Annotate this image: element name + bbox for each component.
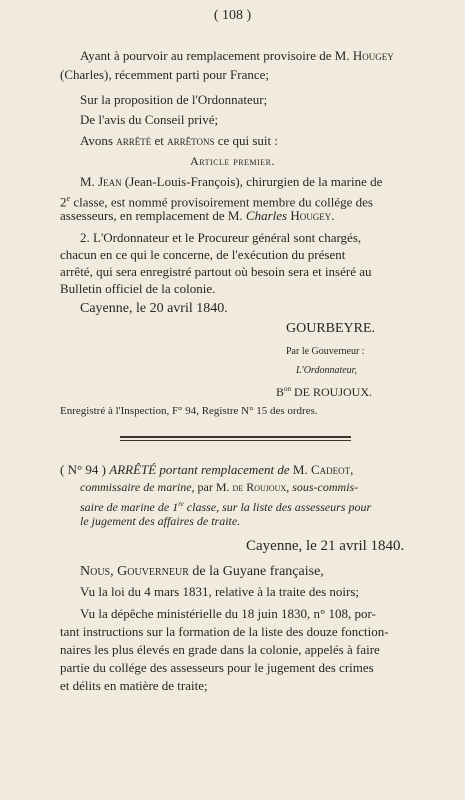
preamble-line-3: Sur la proposition de l'Ordonnateur; (80, 92, 268, 107)
by-governor: Par le Gouverneur : (286, 346, 365, 357)
decree2-heading-line-3: saire de marine de 1re classe, sur la liste des assesseurs pour (80, 500, 372, 514)
decree2-preamble-6: partie du collége des assesseurs pour le jugement des crimes (60, 660, 374, 675)
section-divider (120, 436, 351, 438)
preamble-line-5: Avons arrêté et arrêtons ce qui suit : (80, 133, 279, 148)
page-number: ( 108 ) (213, 8, 252, 23)
registration-note: Enregistré à l'Inspection, F° 94, Registre N° 15 des ordres. (60, 405, 318, 417)
preamble-line-4: De l'avis du Conseil privé; (80, 112, 219, 127)
article2-line-1: 2. L'Ordonnateur et le Procureur général sont chargés, (80, 230, 362, 245)
preamble-line-1: Ayant à pourvoir au remplacement provisoire de M. Hougey (80, 48, 394, 63)
article2-line-4: Bulletin officiel de la colonie. (60, 281, 216, 296)
preamble-line-2: (Charles), récemment parti pour France; (60, 67, 269, 82)
article1-line-2: 2e classe, est nommé provisoirement membre du collége des (60, 194, 373, 210)
article1-line-1: M. Jean (Jean-Louis-François), chirurgien de la marine de (80, 174, 383, 189)
section-divider-thin (120, 440, 351, 441)
decree2-date: Cayenne, le 21 avril 1840. (246, 538, 405, 554)
decree2-preamble-1: Nous, Gouverneur de la Guyane française, (80, 564, 324, 579)
decree2-preamble-5: naires les plus élevés en grade dans la colonie, appelés à faire (60, 642, 380, 657)
baron-signature: $B^{on}$ DE ROUJOUX. (276, 385, 373, 399)
article2-line-3: arrêté, qui sera enregistré partout où besoin sera et inséré au (60, 264, 372, 279)
article2-line-2: chacun en ce qui le concerne, de l'exécution du présent (60, 247, 346, 262)
decree2-preamble-3: Vu la dépêche ministérielle du 18 juin 1830, n° 108, por- (80, 606, 376, 621)
ordonnateur-label: L'Ordonnateur, (296, 365, 357, 376)
decree1-date: Cayenne, le 20 avril 1840. (80, 301, 228, 316)
decree2-preamble-4: tant instructions sur la formation de la liste des douze fonction- (60, 624, 389, 639)
article1-line-3: assesseurs, en remplacement de M. Charles Hougey. (60, 208, 335, 223)
decree2-preamble-2: Vu la loi du 4 mars 1831, relative à la traite des noirs; (80, 584, 360, 599)
decree2-heading-line-1: ( N° 94 ) ARRÊTÉ portant remplacement de M. Cadeot, (60, 462, 354, 477)
decree2-heading-line-2: commissaire de marine, par M. de Roujoux, sous-commis- (80, 480, 359, 494)
decree2-preamble-7: et délits en matière de traite; (60, 678, 208, 693)
signer-name: GOURBEYRE. (286, 321, 376, 336)
decree2-heading-line-4: le jugement des affaires de traite. (80, 514, 241, 528)
article-heading: Article premier. (190, 154, 275, 168)
